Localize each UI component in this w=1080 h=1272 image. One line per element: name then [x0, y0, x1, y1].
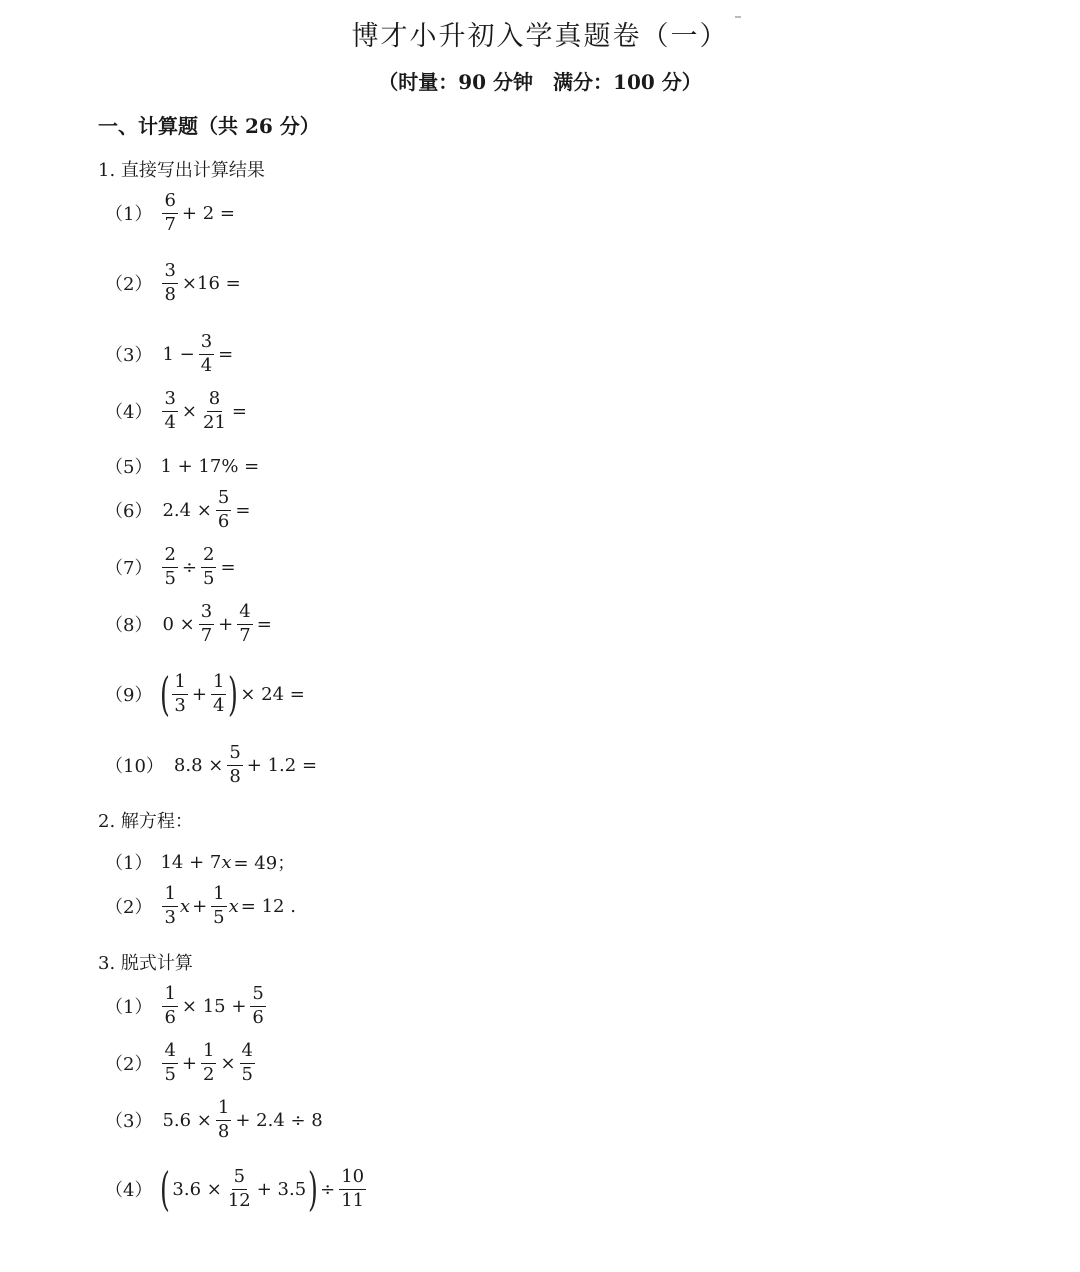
denominator: 4: [164, 411, 176, 433]
operator: ×: [220, 1052, 236, 1074]
expression-rest: + 1.2 =: [246, 754, 318, 776]
fraction: [172, 670, 187, 716]
fraction: [162, 546, 177, 589]
numerator: 5: [216, 489, 231, 511]
fraction: [201, 390, 228, 433]
q2-item-1: [105, 849, 297, 875]
expression-prefix: 14 + 7: [160, 851, 222, 873]
expression-prefix: 0 ×: [162, 613, 195, 635]
fraction: [162, 390, 177, 433]
operator: +: [192, 895, 208, 917]
item-number: （4）: [105, 402, 153, 424]
denominator: 5: [203, 567, 215, 589]
item-number: （5）: [105, 457, 153, 478]
item-number: （1）: [105, 204, 153, 226]
q1-item-10: [105, 744, 319, 787]
variable: x: [179, 895, 191, 917]
fraction: [162, 192, 177, 235]
q1-item-7: [105, 546, 238, 589]
item-number: （2）: [105, 897, 153, 919]
numerator: 10: [339, 1168, 366, 1190]
question-3-label: 3. 脱式计算: [98, 953, 193, 974]
fraction: [227, 744, 242, 787]
item-number: （3）: [105, 345, 153, 367]
denominator: 5: [241, 1063, 253, 1085]
expression-rest: × 24 =: [240, 683, 305, 705]
item-number: （7）: [105, 558, 153, 580]
numerator: 4: [237, 603, 252, 625]
expression-rest: =: [256, 613, 272, 635]
numerator: 2: [162, 546, 177, 568]
numerator: 4: [162, 1042, 177, 1064]
item-number: （2）: [105, 1054, 153, 1076]
denominator: 6: [164, 1006, 176, 1028]
question-1-label: 1. 直接写出计算结果: [98, 160, 265, 181]
operator: ÷: [181, 556, 197, 578]
denominator: 8: [229, 765, 241, 787]
section-heading: 一、计算题（共 26 分）: [98, 114, 320, 138]
q1-item-1: [105, 192, 237, 235]
variable: x: [221, 851, 232, 873]
denominator: 7: [239, 624, 251, 646]
fraction: [226, 1165, 253, 1211]
expression-rest: + 2 =: [181, 202, 235, 224]
variable: x: [228, 895, 239, 917]
q2-item-2: [105, 885, 298, 928]
operator: +: [181, 1052, 197, 1074]
fraction: [339, 1165, 366, 1211]
expression-prefix: 1 −: [162, 343, 195, 365]
denominator: 3: [174, 694, 186, 716]
fraction: [199, 333, 214, 376]
item-number: （1）: [105, 997, 153, 1019]
left-paren: (: [160, 667, 171, 721]
item-number: （2）: [105, 274, 153, 296]
q1-item-2: [105, 262, 243, 305]
item-number: （9）: [105, 685, 153, 706]
fraction: [240, 1042, 255, 1085]
q1-item-3: [105, 333, 235, 376]
q3-item-4: [105, 1162, 368, 1216]
page-title: 博才小升初入学真题卷（一）: [351, 21, 729, 52]
numerator: 2: [201, 546, 216, 568]
denominator: 4: [200, 354, 213, 376]
left-paren: (: [160, 1162, 171, 1216]
expression-rest: =: [220, 556, 236, 578]
fraction: [201, 1042, 216, 1085]
numerator: 4: [240, 1042, 255, 1064]
denominator: 12: [227, 1189, 251, 1211]
denominator: 21: [203, 411, 226, 433]
denominator: 2: [203, 1063, 215, 1085]
q1-item-5: [105, 453, 259, 479]
numerator: 1: [172, 673, 187, 695]
denominator: 5: [213, 906, 225, 928]
numerator: 8: [207, 390, 222, 412]
item-number: （3）: [105, 1111, 153, 1133]
q3-item-3: [105, 1099, 325, 1142]
numerator: 1: [211, 673, 226, 695]
item-number: （1）: [105, 853, 153, 874]
right-paren: ): [228, 667, 239, 721]
fraction: [162, 262, 177, 305]
numerator: 3: [162, 390, 177, 412]
fraction: [211, 670, 226, 716]
operator: ÷: [320, 1178, 336, 1200]
operator: +: [218, 613, 234, 635]
fraction: [211, 885, 226, 928]
denominator: 8: [217, 1120, 230, 1142]
item-number: （8）: [105, 615, 153, 637]
denominator: 5: [164, 567, 176, 589]
numerator: 5: [227, 744, 242, 766]
denominator: 7: [164, 213, 176, 235]
item-number: （4）: [105, 1180, 153, 1201]
denominator: 4: [212, 694, 225, 716]
page-subtitle: （时量：90 分钟 满分：100 分）: [378, 70, 702, 94]
expression-rest: =: [231, 400, 247, 422]
numerator: 1: [201, 1042, 216, 1064]
q1-item-4: [105, 390, 249, 433]
right-paren: ): [308, 1162, 319, 1216]
numerator: 1: [162, 985, 177, 1007]
expression-middle: × 15 +: [181, 995, 247, 1017]
numerator: 1: [216, 1099, 231, 1121]
denominator: 5: [164, 1063, 176, 1085]
q3-item-1: [105, 985, 268, 1028]
numerator: 5: [232, 1168, 247, 1190]
expression-rest: = 12 .: [240, 895, 296, 917]
item-number: （6）: [105, 501, 153, 523]
denominator: 6: [252, 1006, 264, 1028]
denominator: 3: [164, 906, 176, 928]
fraction: [216, 1099, 231, 1142]
question-2-label: 2. 解方程：: [98, 811, 193, 832]
fraction: [199, 603, 214, 646]
expression-prefix: 2.4 ×: [162, 499, 212, 521]
q3-item-2: [105, 1042, 257, 1085]
numerator: 5: [250, 985, 265, 1007]
q1-item-6: [105, 489, 252, 532]
expression-text: 1 + 17% =: [160, 455, 260, 477]
denominator: 6: [217, 510, 230, 532]
denominator: 11: [341, 1189, 365, 1211]
expression-rest: + 2.4 ÷ 8: [235, 1109, 323, 1131]
fraction: [201, 546, 216, 589]
denominator: 8: [164, 283, 176, 305]
item-number: （10）: [105, 756, 164, 778]
expression-prefix: 5.6 ×: [162, 1109, 212, 1131]
expression-prefix: 3.6 ×: [172, 1178, 222, 1200]
numerator: 1: [162, 885, 177, 907]
fraction: [162, 1042, 177, 1085]
denominator: 7: [200, 624, 213, 646]
expression-middle: + 3.5: [256, 1178, 307, 1200]
fraction: [216, 489, 231, 532]
fraction: [250, 985, 265, 1028]
operator: ×: [181, 400, 197, 422]
q1-item-9: [105, 667, 307, 721]
q1-item-8: [105, 603, 274, 646]
expression-rest: ×16 =: [181, 272, 241, 294]
numerator: 3: [162, 262, 177, 284]
numerator: 3: [199, 333, 214, 355]
expression-rest: =: [235, 499, 251, 521]
expression-rest: = 49；: [233, 853, 296, 874]
numerator: 1: [211, 885, 226, 907]
fraction: [162, 885, 177, 928]
fraction: [237, 603, 252, 646]
operator: +: [191, 683, 207, 705]
fraction: [162, 985, 177, 1028]
numerator: 3: [199, 603, 214, 625]
numerator: 6: [162, 192, 177, 214]
expression-prefix: 8.8 ×: [173, 754, 224, 776]
expression-rest: =: [218, 343, 234, 365]
